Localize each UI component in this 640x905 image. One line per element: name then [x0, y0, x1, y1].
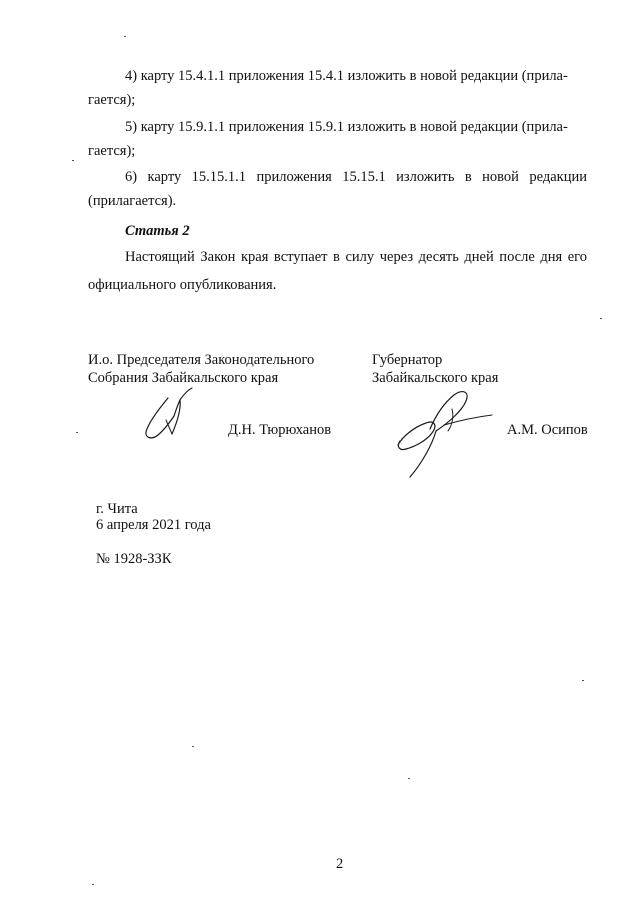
left-signer-title-line-1: И.о. Председателя Законодательного	[88, 352, 315, 368]
right-handwritten-signature	[392, 385, 502, 485]
scan-speck	[192, 746, 194, 747]
left-signer-title-line-2: Собрания Забайкальского края	[88, 370, 279, 386]
article-text-line-1: Настоящий Закон края вступает в силу через десять дней после дня его	[125, 249, 587, 265]
scan-speck	[72, 160, 74, 161]
item-5-line-1: 5) карту 15.9.1.1 приложения 15.9.1 изложить в новой редакции (прила-	[125, 119, 568, 135]
right-signer-title-line-2: Забайкальского края	[372, 370, 499, 386]
scan-speck	[408, 778, 410, 779]
scan-speck	[76, 432, 78, 433]
place-city: г. Чита	[96, 501, 138, 517]
item-6-line-2: (прилагается).	[88, 193, 177, 209]
item-5-line-2: гается);	[88, 143, 136, 159]
scan-speck	[582, 680, 584, 681]
item-4-line-2: гается);	[88, 92, 136, 108]
article-text-line-2: официального опубликования.	[88, 277, 277, 293]
right-signer-title-line-1: Губернатор	[372, 352, 443, 368]
article-heading: Статья 2	[125, 223, 190, 239]
scan-speck	[600, 318, 602, 319]
item-4-line-1: 4) карту 15.4.1.1 приложения 15.4.1 изложить в новой редакции (прила-	[125, 68, 568, 84]
scan-speck	[124, 36, 126, 37]
page-number: 2	[336, 856, 344, 872]
item-6-line-1: 6) карту 15.15.1.1 приложения 15.15.1 изложить в новой редакции	[125, 169, 587, 185]
scan-speck	[92, 884, 94, 885]
document-number: № 1928-ЗЗК	[96, 551, 172, 567]
place-date: 6 апреля 2021 года	[96, 517, 211, 533]
left-signer-name: Д.Н. Тюрюханов	[228, 422, 332, 438]
right-signer-name: А.М. Осипов	[507, 422, 588, 438]
left-handwritten-signature	[140, 380, 210, 450]
